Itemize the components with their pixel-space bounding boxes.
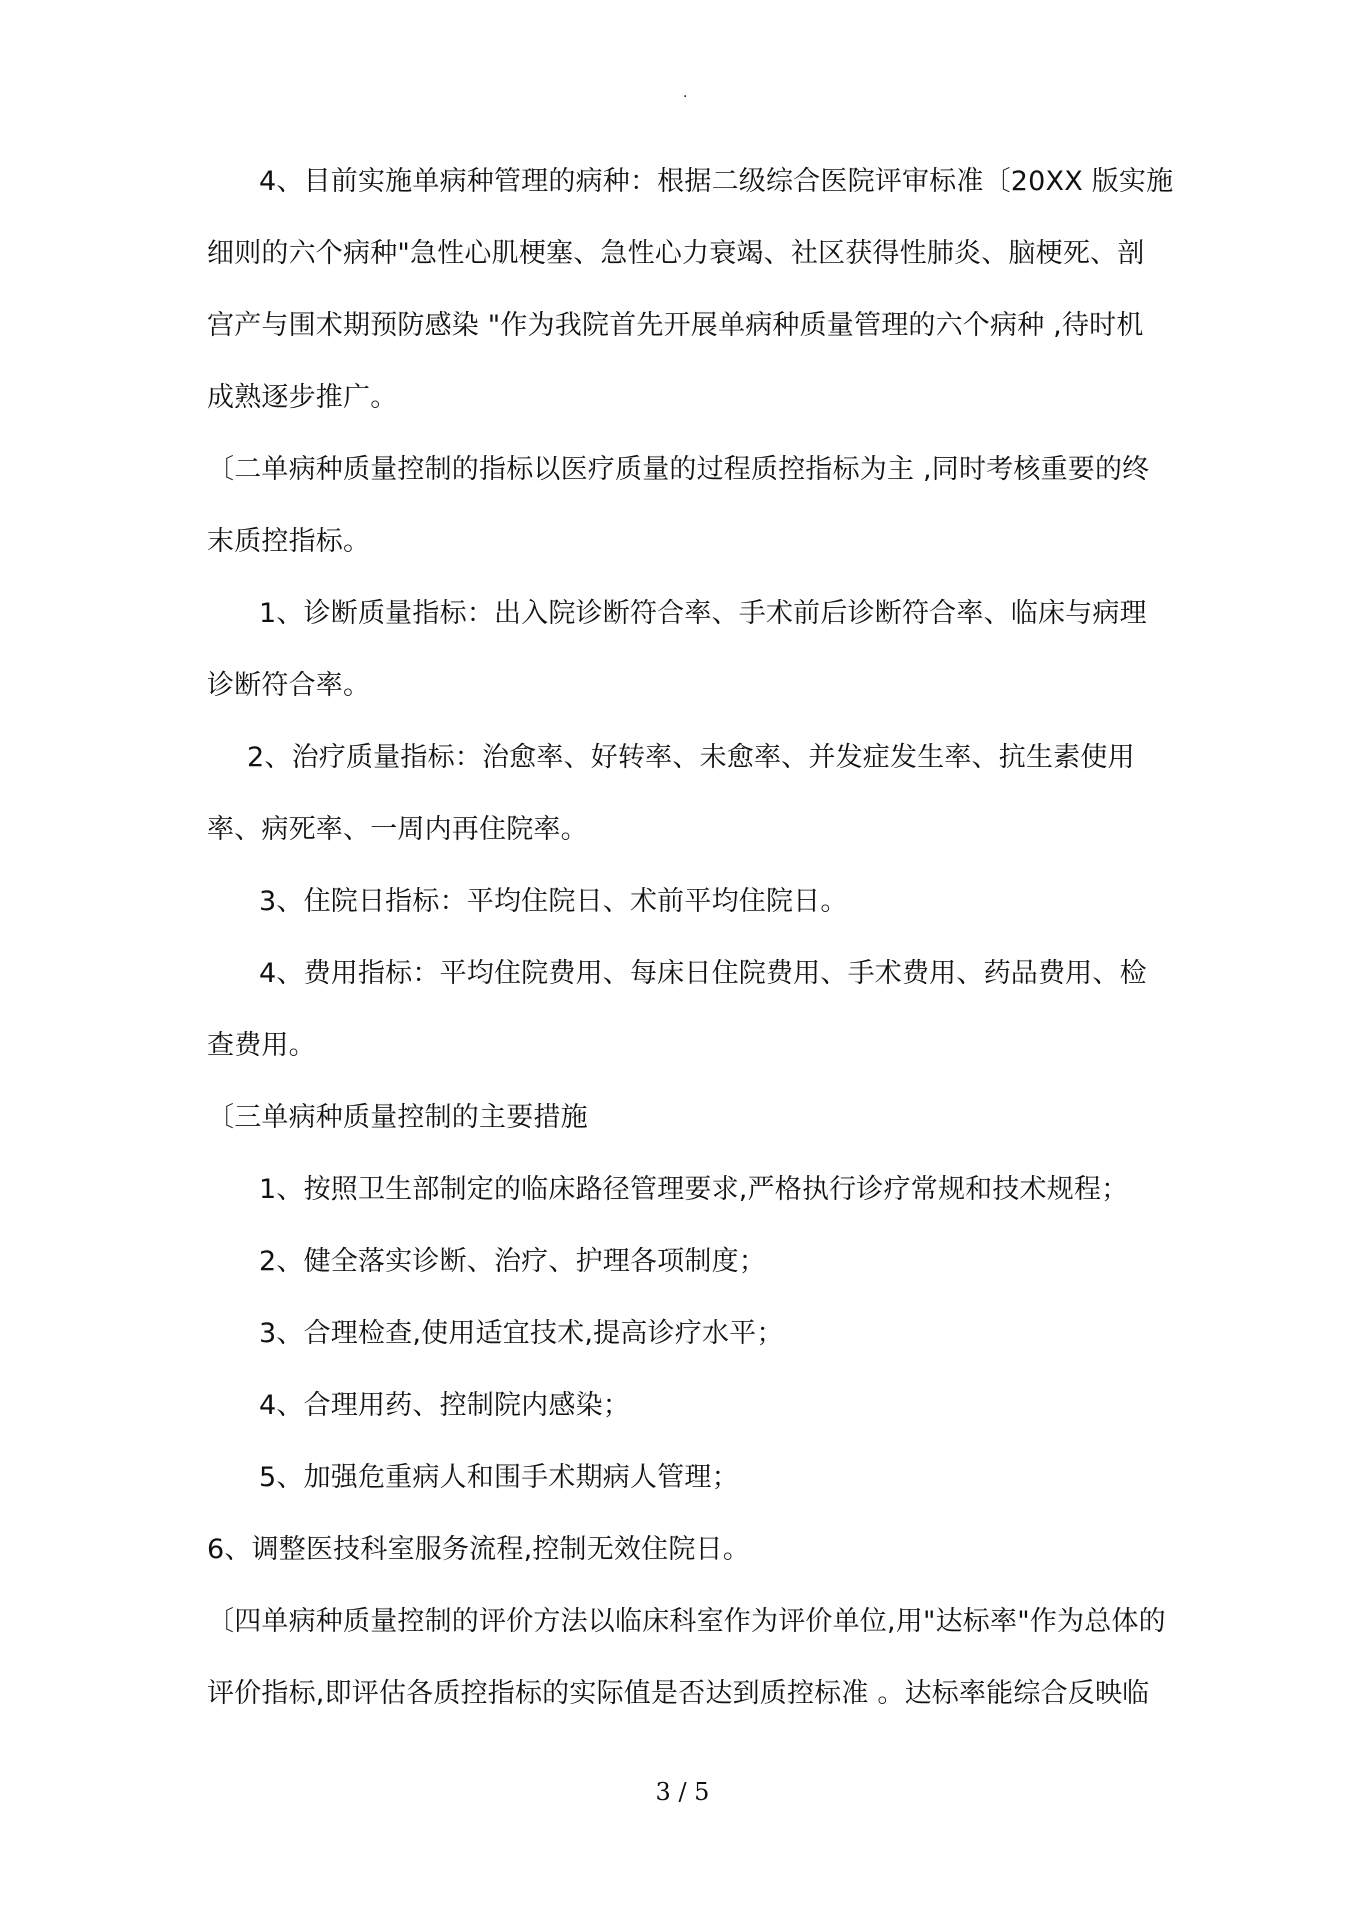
list-item-line: 6、调整医技科室服务流程,控制无效住院日。 bbox=[207, 1534, 750, 1565]
paragraph-line: 末质控指标。 bbox=[207, 526, 371, 557]
page-number: 3 / 5 bbox=[655, 1778, 710, 1806]
paragraph-line: 4、目前实施单病种管理的病种：根据二级综合医院评审标准〔20XX 版实施 bbox=[259, 166, 1174, 197]
list-item-line: 2、健全落实诊断、治疗、护理各项制度； bbox=[259, 1246, 766, 1277]
paragraph-line: 评价指标,即评估各质控指标的实际值是否达到质控标准 。达标率能综合反映临 bbox=[207, 1678, 1150, 1709]
list-item-line: 5、加强危重病人和围手术期病人管理； bbox=[259, 1462, 739, 1493]
section-heading-line: 〔三单病种质量控制的主要措施 bbox=[207, 1102, 588, 1133]
document-body bbox=[207, 146, 1174, 1730]
list-item-line: 3、合理检查,使用适宜技术,提高诊疗水平； bbox=[259, 1318, 784, 1349]
paragraph-line: 成熟逐步推广。 bbox=[207, 382, 398, 413]
section-heading-line: 〔二单病种质量控制的指标以医疗质量的过程质控指标为主 ,同时考核重要的终 bbox=[207, 454, 1150, 485]
list-item-line: 2、治疗质量指标：治愈率、好转率、未愈率、并发症发生率、抗生素使用 bbox=[247, 742, 1135, 773]
list-item-line: 1、诊断质量指标：出入院诊断符合率、手术前后诊断符合率、临床与病理 bbox=[259, 598, 1147, 629]
paragraph-line: 宫产与围术期预防感染 "作为我院首先开展单病种质量管理的六个病种 ,待时机 bbox=[207, 310, 1144, 341]
paragraph-line: 细则的六个病种"急性心肌梗塞、急性心力衰竭、社区获得性肺炎、脑梗死、剖 bbox=[207, 238, 1145, 269]
list-item-line: 查费用。 bbox=[207, 1030, 316, 1061]
list-item-line: 3、住院日指标：平均住院日、术前平均住院日。 bbox=[259, 886, 848, 917]
list-item-line: 4、费用指标：平均住院费用、每床日住院费用、手术费用、药品费用、检 bbox=[259, 958, 1147, 989]
list-item-line: 4、合理用药、控制院内感染； bbox=[259, 1390, 630, 1421]
header-mark: . bbox=[683, 85, 688, 101]
list-item-line: 率、病死率、一周内再住院率。 bbox=[207, 814, 588, 845]
section-heading-line: 〔四单病种质量控制的评价方法以临床科室作为评价单位,用"达标率"作为总体的 bbox=[207, 1606, 1166, 1637]
list-item-line: 诊断符合率。 bbox=[207, 670, 371, 701]
list-item-line: 1、按照卫生部制定的临床路径管理要求,严格执行诊疗常规和技术规程； bbox=[259, 1174, 1129, 1205]
